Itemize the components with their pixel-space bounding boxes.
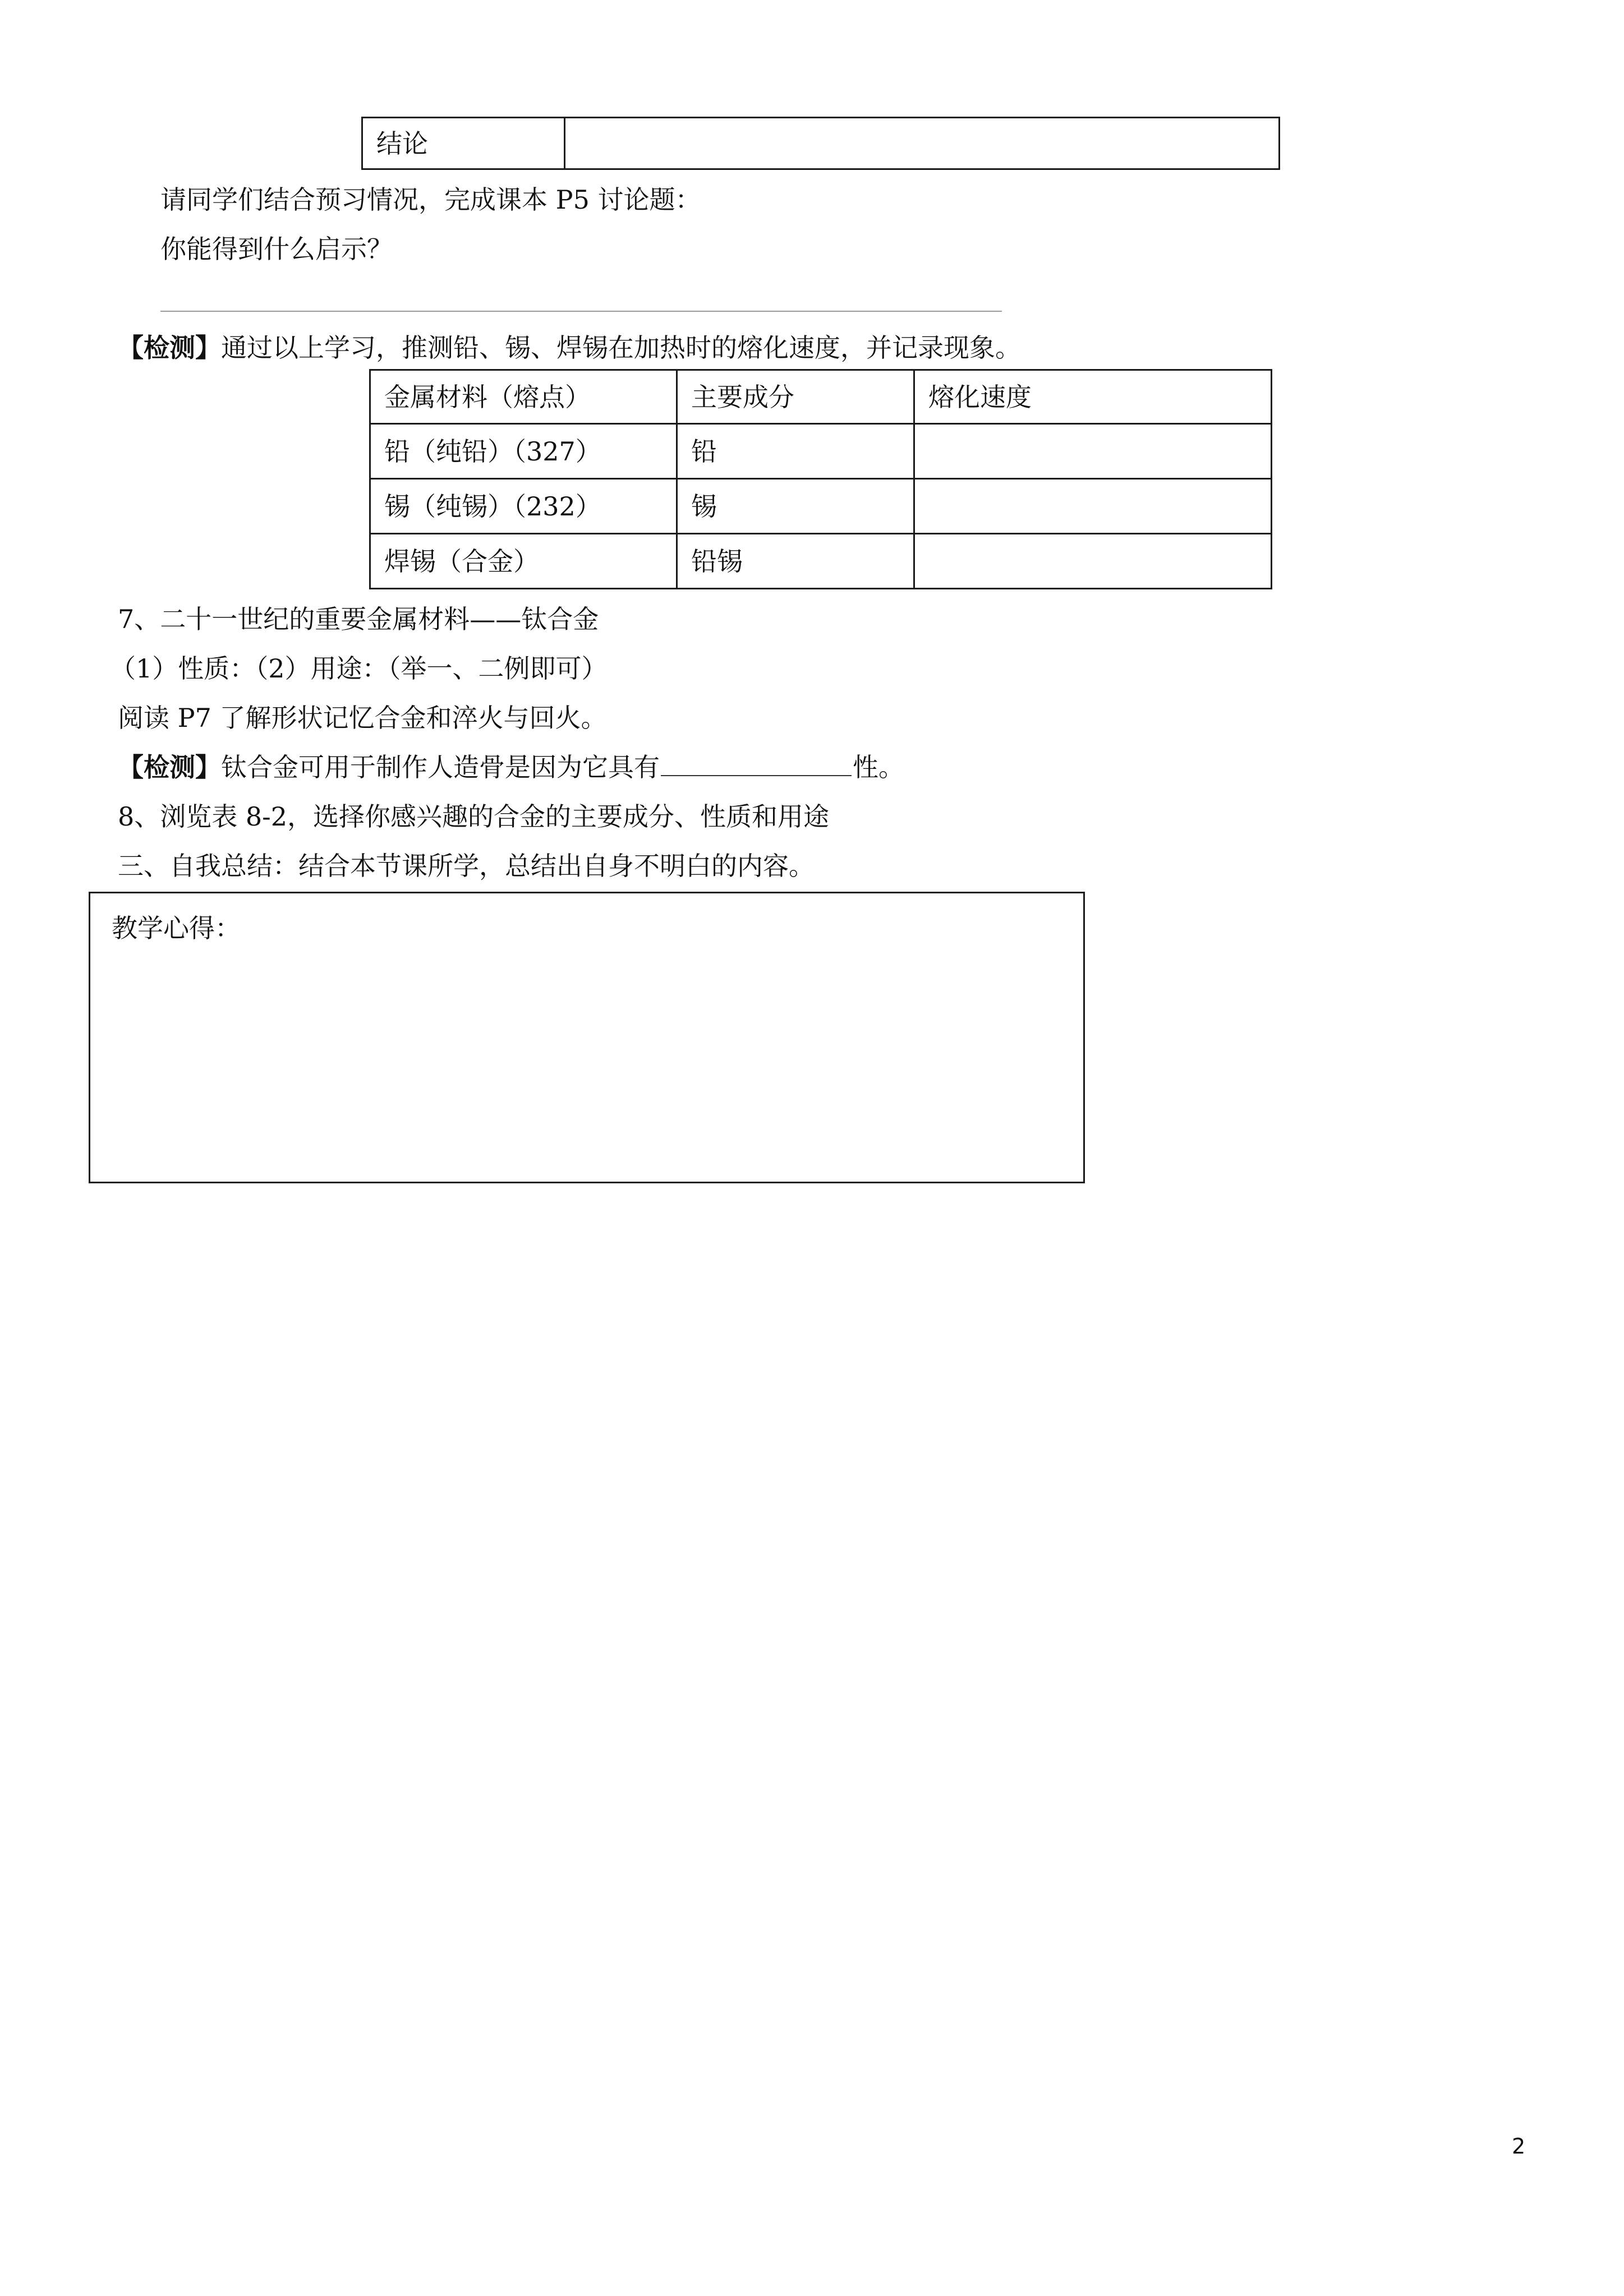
cell-material: 铅（纯铅）（327） xyxy=(370,424,677,479)
fill-in-blank[interactable] xyxy=(661,753,852,776)
discussion-answer-line xyxy=(160,311,1002,312)
check-2-text-before: 钛合金可用于制作人造骨是因为它具有 xyxy=(221,752,660,782)
section-7-subitems: （1）性质：（2）用途：（举一、二例即可） xyxy=(110,653,608,684)
section-7-title: 7、二十一世纪的重要金属材料——钛合金 xyxy=(118,604,599,634)
check-1-tag: 【检测】 xyxy=(118,333,221,363)
cell-component: 铅锡 xyxy=(677,534,914,589)
header-material: 金属材料（熔点） xyxy=(370,370,677,424)
discussion-question: 你能得到什么启示？ xyxy=(160,234,393,264)
check-2 xyxy=(118,750,904,784)
discussion-prompt: 请同学们结合预习情况，完成课本 P5 讨论题： xyxy=(160,185,701,215)
cell-melting-speed xyxy=(914,534,1272,589)
conclusion-value xyxy=(565,118,1280,169)
reflection-box xyxy=(89,892,1085,1183)
cell-component: 铅 xyxy=(677,424,914,479)
cell-material: 焊锡（合金） xyxy=(370,534,677,589)
cell-material: 锡（纯锡）（232） xyxy=(370,479,677,534)
check-1-text: 通过以上学习，推测铅、锡、焊锡在加热时的熔化速度，并记录现象。 xyxy=(221,333,1021,363)
check-2-text-after: 性。 xyxy=(853,752,904,782)
table-row xyxy=(370,534,1272,589)
header-component: 主要成分 xyxy=(677,370,914,424)
self-summary: 三、自我总结：结合本节课所学，总结出自身不明白的内容。 xyxy=(118,851,815,881)
section-7-reading: 阅读 P7 了解形状记忆合金和淬火与回火。 xyxy=(118,703,607,733)
reflection-label: 教学心得： xyxy=(112,913,241,943)
cell-component: 锡 xyxy=(677,479,914,534)
page-number: 2 xyxy=(1512,2134,1526,2159)
table-row xyxy=(370,479,1272,534)
check-1 xyxy=(118,331,1021,365)
header-melting-speed: 熔化速度 xyxy=(914,370,1272,424)
section-8: 8、浏览表 8-2，选择你感兴趣的合金的主要成分、性质和用途 xyxy=(118,801,829,832)
melting-speed-table xyxy=(369,369,1272,589)
cell-melting-speed xyxy=(914,479,1272,534)
cell-melting-speed xyxy=(914,424,1272,479)
table-header-row xyxy=(370,370,1272,424)
table-row xyxy=(370,424,1272,479)
check-2-tag: 【检测】 xyxy=(118,752,221,782)
conclusion-label: 结论 xyxy=(362,118,565,169)
conclusion-table xyxy=(361,117,1280,170)
